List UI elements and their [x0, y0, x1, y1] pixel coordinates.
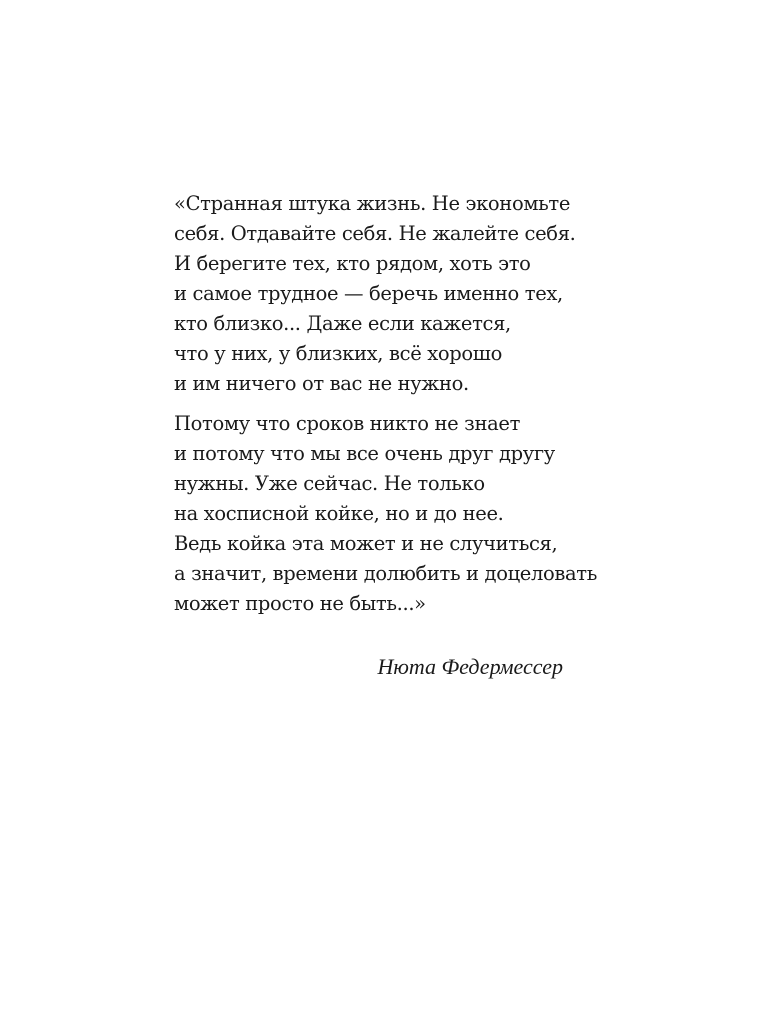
quote-line: может просто не быть...»	[174, 592, 426, 615]
quote-line: кто близко... Даже если кажется,	[174, 312, 511, 335]
quote-line: И берегите тех, кто рядом, хоть это	[174, 252, 531, 275]
quote-line: что у них, у близких, всё хорошо	[174, 342, 502, 365]
quote-stanza-2	[174, 409, 598, 619]
quote-author: Нюта Федермессер	[377, 654, 563, 679]
quote-line: а значит, времени долюбить и доцеловать	[174, 562, 598, 585]
quote-line: себя. Отдавайте себя. Не жалейте себя.	[174, 222, 576, 245]
quote-line: нужны. Уже сейчас. Не только	[174, 472, 485, 495]
quote-line: «Странная штука жизнь. Не экономьте	[174, 192, 571, 215]
quote-line: и потому что мы все очень друг другу	[174, 442, 555, 465]
quote-line: и им ничего от вас не нужно.	[174, 372, 469, 395]
quote-stanza-1	[174, 189, 574, 399]
quote-line: Потому что сроков никто не знает	[174, 412, 521, 435]
quote-line: на хосписной койке, но и до нее.	[174, 502, 504, 525]
epigraph-quote	[174, 189, 598, 619]
quote-line: Ведь койка эта может и не случиться,	[174, 532, 558, 555]
quote-line: и самое трудное — беречь именно тех,	[174, 282, 563, 305]
